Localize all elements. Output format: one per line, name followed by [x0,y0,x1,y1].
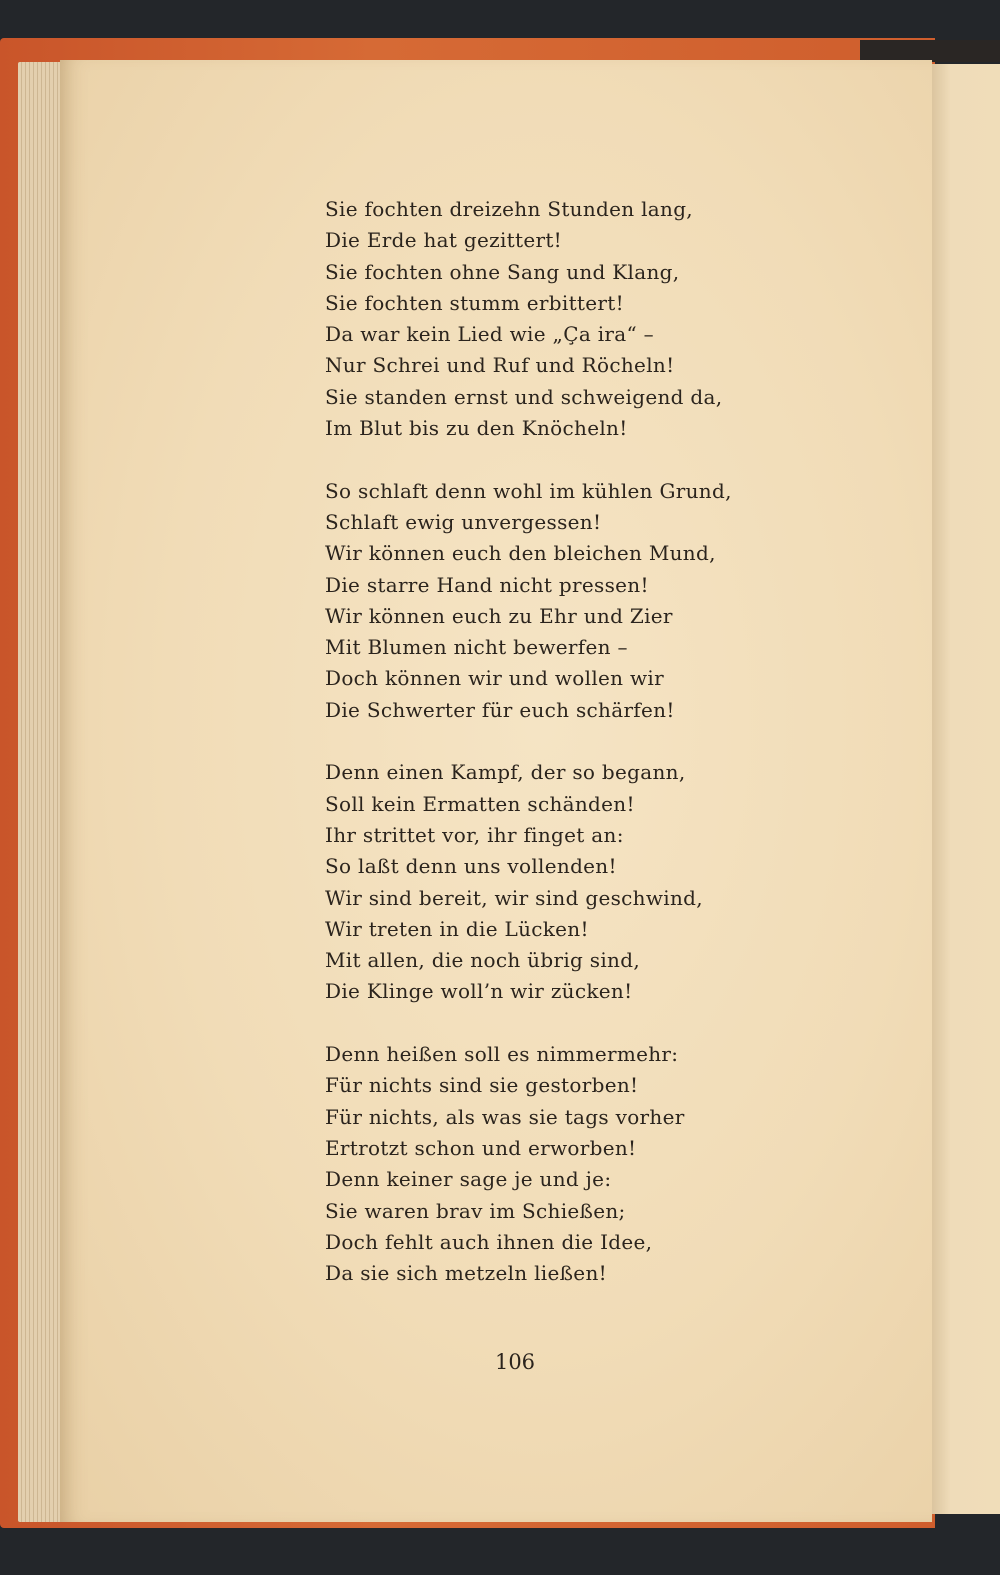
page-number: 106 [494,1350,536,1374]
stanza-2 [325,476,845,726]
poem-line: So schlaft denn wohl im kühlen Grund, [325,478,732,503]
poem-line: So laßt denn uns vollenden! [325,854,617,879]
poem-line: Im Blut bis zu den Knöcheln! [325,416,628,441]
poem-line: Für nichts sind sie gestorben! [325,1073,639,1098]
cover-edge-shadow [860,40,1000,62]
poem-text [325,194,845,1289]
poem-line: Nur Schrei und Ruf und Röcheln! [325,353,675,378]
poem-line: Schlaft ewig unvergessen! [325,509,602,534]
poem-line: Ertrotzt schon und erworben! [325,1135,637,1160]
poem-line: Doch fehlt auch ihnen die Idee, [325,1229,653,1254]
poem-line: Ihr strittet vor, ihr finget an: [325,822,624,847]
poem-line: Sie standen ernst und schweigend da, [325,384,723,409]
poem-line: Denn heißen soll es nimmermehr: [325,1042,679,1067]
poem-line: Wir können euch zu Ehr und Zier [325,603,673,628]
poem-line: Die Erde hat gezittert! [325,228,562,253]
poem-line: Sie fochten ohne Sang und Klang, [325,259,680,284]
poem-line: Sie fochten stumm erbittert! [325,290,624,315]
poem-line: Die starre Hand nicht pressen! [325,572,649,597]
stanza-4 [325,1039,845,1289]
facing-page-edge [928,64,1000,1514]
stanza-1 [325,194,845,444]
poem-line: Denn keiner sage je und je: [325,1167,612,1192]
stanza-3 [325,757,845,1007]
poem-line: Die Schwerter für euch schärfen! [325,697,675,722]
poem-line: Wir können euch den bleichen Mund, [325,541,716,566]
poem-line: Soll kein Ermatten schänden! [325,791,635,816]
poem-line: Doch können wir und wollen wir [325,666,664,691]
poem-line: Für nichts, als was sie tags vorher [325,1104,685,1129]
poem-line: Da sie sich metzeln ließen! [325,1261,607,1286]
poem-line: Da war kein Lied wie „Ça ira“ – [325,322,654,347]
poem-line: Sie waren brav im Schießen; [325,1198,626,1223]
poem-line: Mit allen, die noch übrig sind, [325,948,640,973]
poem-line: Wir sind bereit, wir sind geschwind, [325,885,703,910]
poem-line: Denn einen Kampf, der so begann, [325,760,686,785]
poem-line: Die Klinge woll’n wir zücken! [325,979,633,1004]
poem-line: Sie fochten dreizehn Stunden lang, [325,197,693,221]
poem-line: Wir treten in die Lücken! [325,916,589,941]
poem-line: Mit Blumen nicht bewerfen – [325,635,628,660]
